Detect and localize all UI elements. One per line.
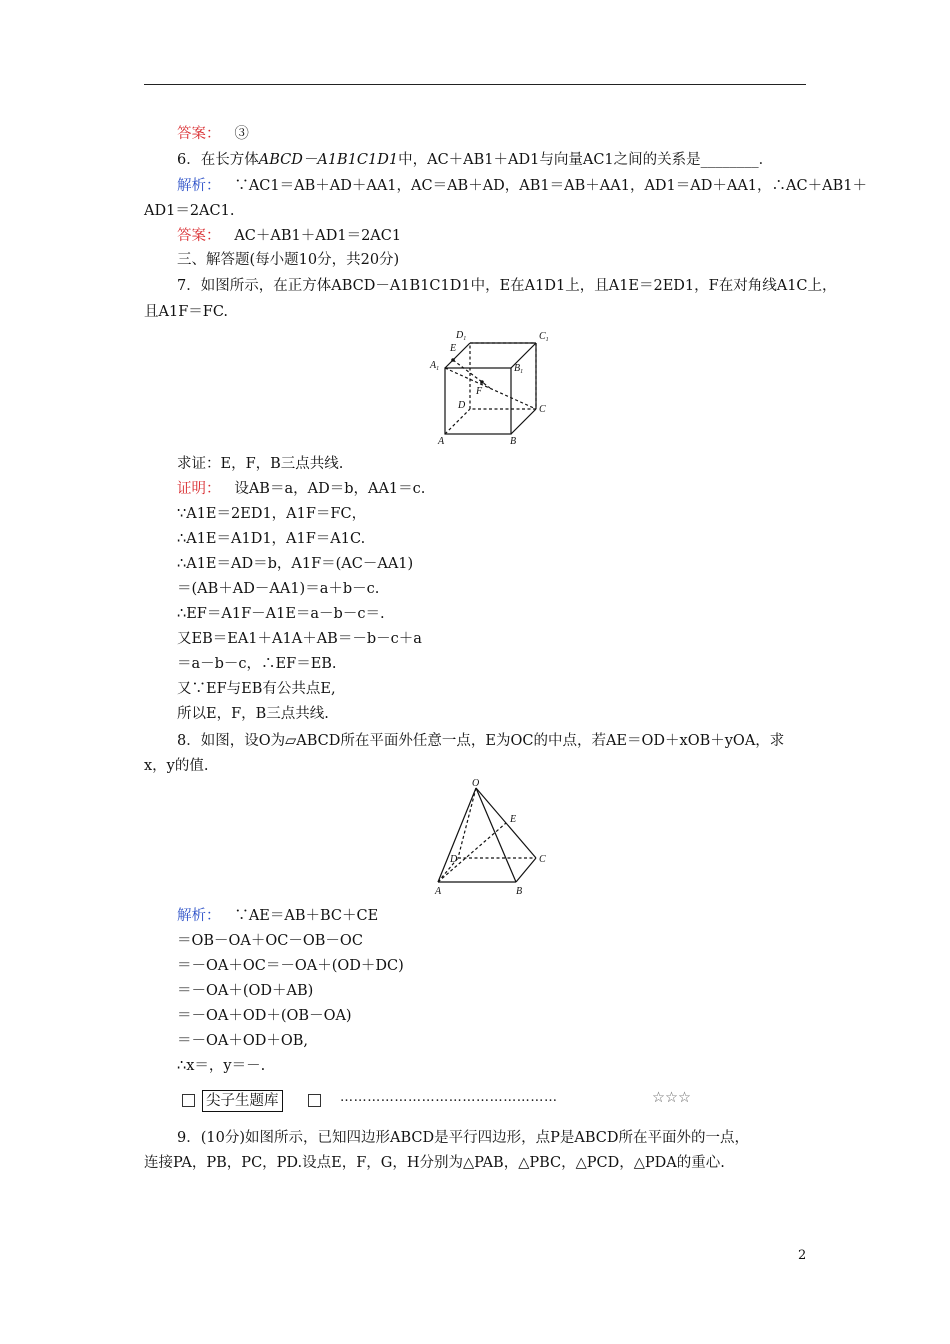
edge-bc: [516, 858, 536, 882]
answer-label: 答案：: [177, 126, 221, 142]
q6-answer-line: [177, 226, 401, 246]
point-f: [480, 380, 484, 384]
q9-stem-line2: 连接PA，PB，PC，PD.设点E，F，G，H分别为△PAB，△PBC，△PCD，△PDA的重心.: [144, 1155, 725, 1171]
q7-proof-line2: ∴A1E＝A1D1，A1F＝A1C.: [177, 531, 366, 547]
q8-analysis-line0: [177, 906, 378, 926]
q8-analysis-line3: ＝－OA＋(OD＋AB): [177, 983, 314, 999]
label-a: A: [435, 886, 442, 897]
label-c: C: [539, 404, 546, 415]
edge-ob: [476, 788, 516, 882]
q6-analysis-line1: [177, 176, 867, 196]
label-o: O: [472, 778, 480, 789]
label-e: E: [450, 343, 457, 354]
q8-analysis-line2: ＝－OA＋OC＝－OA＋(OD＋DC): [177, 958, 404, 974]
q7-stem-line1: 7．如图所示，在正方体ABCD－A1B1C1D1中，E在A1D1上，且A1E＝2ED1，F在对角线A1C上，: [177, 278, 837, 294]
q9-stem-line1: 9．(10分)如图所示，已知四边形ABCD是平行四边形，点P是ABCD所在平面外的一点，: [177, 1130, 749, 1146]
answer-text: ③: [234, 126, 249, 142]
pyramid-figure: [428, 776, 558, 900]
banner-title: 尖子生题库: [202, 1090, 283, 1112]
label-f: F: [476, 386, 483, 397]
q7-proof-line9: 所以E，F，B三点共线.: [177, 706, 329, 722]
q6-analysis-line2: AD1＝2AC1.: [144, 203, 235, 219]
cube-front-face: [445, 368, 511, 434]
q6-stem: [177, 150, 773, 170]
q8-analysis-line6: ∴x＝，y＝－.: [177, 1058, 266, 1074]
q8-stem-line1: 8．如图，设O为▱ABCD所在平面外任意一点，E为OC的中点，若AE＝OD＋xOB＋yOA，求: [177, 733, 785, 749]
label-b: B: [516, 886, 523, 897]
q7-proof-line1: ∵A1E＝2ED1，A1F＝FC，: [177, 506, 367, 522]
proof-label: 证明：: [177, 481, 221, 497]
banner-box-right-icon: [308, 1094, 321, 1107]
edge-ad: [445, 409, 470, 434]
analysis-label: 解析：: [177, 178, 221, 194]
cube-figure: [420, 326, 560, 448]
q6-stem-pre: 6．在长方体: [177, 152, 259, 168]
segment-ae: [438, 823, 506, 882]
label-d1: $D_1$: [456, 330, 467, 342]
banner-box-left-icon: [182, 1094, 195, 1107]
q8-analysis-line1: ＝OB－OA＋OC－OB－OC: [177, 933, 363, 949]
q7-prove: 求证：E，F，B三点共线.: [177, 456, 344, 472]
q8-stem-line2: x，y的值.: [144, 758, 209, 774]
q7-proof-line8: 又∵EF与EB有公共点E,: [177, 681, 336, 697]
label-e: E: [510, 814, 517, 825]
q7-proof-line7: ＝a－b－c，∴EF＝EB.: [177, 656, 337, 672]
q7-proof-line0: [177, 479, 425, 499]
label-b1: $B_1$: [514, 363, 524, 375]
banner-dot-leader: …………………………………………: [340, 1090, 558, 1105]
q7-proof-line6: 又EB＝EA1＋A1A＋AB＝－b－c＋a: [177, 631, 422, 647]
edge-od: [458, 788, 476, 858]
label-d: D: [450, 854, 458, 865]
segment-ef: [453, 360, 490, 388]
page-number: 2: [798, 1248, 807, 1263]
q7-proof-line3: ∴A1E＝AD＝b，A1F＝(AC－AA1): [177, 556, 414, 572]
label-d: D: [458, 400, 466, 411]
q7-proof-setup: 设AB＝a，AD＝b，AA1＝c.: [234, 481, 426, 497]
q6-stem-post: 中，AC＋AB1＋AD1与向量AC1之间的关系是________．: [398, 152, 774, 168]
label-a: A: [438, 436, 445, 447]
edge-bc: [511, 409, 536, 434]
q6-answer-text: AC＋AB1＋AD1＝2AC1: [234, 228, 402, 244]
label-c1: $C_1$: [539, 331, 549, 343]
q6-solid-name: ABCD－A1B1C1D1: [258, 152, 399, 168]
label-a1: $A_1$: [430, 360, 440, 372]
q8-analysis-text0: ∵AE＝AB＋BC＋CE: [234, 908, 379, 924]
edge-a1d1: [445, 343, 470, 368]
edge-oa: [438, 788, 476, 882]
q7-stem-line2: 且A1F＝FC.: [144, 304, 229, 320]
q7-proof-line4: ＝(AB＋AD－AA1)＝a＋b－c.: [177, 581, 380, 597]
q7-proof-line5: ∴EF＝A1F－A1E＝a－b－c＝.: [177, 606, 385, 622]
q8-analysis-line5: ＝－OA＋OD＋OB,: [177, 1033, 309, 1049]
q5-answer-line: [177, 124, 249, 144]
answer-label: 答案：: [177, 228, 221, 244]
header-rule: [144, 84, 806, 85]
section-heading: 三、解答题(每小题10分，共20分): [177, 252, 400, 268]
q8-analysis-line4: ＝－OA＋OD＋(OB－OA): [177, 1008, 352, 1024]
label-b: B: [510, 436, 517, 447]
q6-analysis-text1: ∵AC1＝AB＋AD＋AA1，AC＝AB＋AD，AB1＝AB＋AA1，AD1＝AD＋AA1，∴AC＋AB1＋: [234, 178, 867, 194]
point-e: [451, 358, 455, 362]
analysis-label: 解析：: [177, 908, 221, 924]
difficulty-stars: ☆☆☆: [652, 1090, 691, 1106]
label-c: C: [539, 854, 546, 865]
